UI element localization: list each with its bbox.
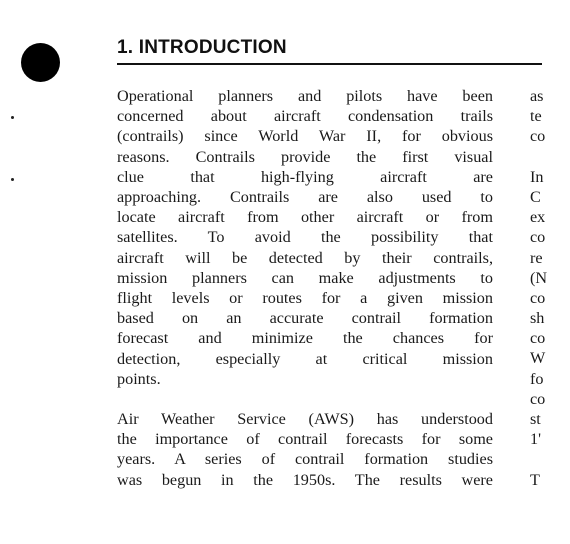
section-heading: 1. INTRODUCTION xyxy=(117,37,287,58)
text-line: reasons. Contrails provide the first visual xyxy=(117,147,493,166)
heading-rule xyxy=(117,63,542,65)
text-line: Operational planners and pilots have been xyxy=(117,87,493,105)
text-fragment: st xyxy=(530,410,541,428)
text-line: (contrails) since World War II, for obvious xyxy=(117,127,493,146)
text-line: satellites. To avoid the possibility that xyxy=(117,228,493,247)
text-fragment: In xyxy=(530,167,544,186)
text-fragment: T xyxy=(530,470,540,489)
scan-speck xyxy=(11,178,14,181)
right-column-cut xyxy=(530,86,570,490)
text-fragment: C xyxy=(530,187,541,206)
left-column xyxy=(117,86,493,510)
text-line: Air Weather Service (AWS) has understood xyxy=(117,410,493,429)
text-fragment: co xyxy=(530,329,546,348)
text-fragment: re xyxy=(530,248,543,267)
text-fragment: co xyxy=(530,228,546,247)
text-line: approaching. Contrails are also used to xyxy=(117,188,493,207)
text-fragment xyxy=(530,147,570,167)
text-fragment: as xyxy=(530,87,544,105)
text-line: the importance of contrail forecasts for some xyxy=(117,430,493,449)
text-fragment: co xyxy=(530,127,546,146)
text-line: mission planners can make adjustments to xyxy=(117,268,493,287)
text-fragment: co xyxy=(530,389,546,408)
text-fragment: fo xyxy=(530,369,544,388)
paragraph-2 xyxy=(117,409,493,490)
paragraph-1 xyxy=(117,86,493,389)
text-fragment: ex xyxy=(530,208,546,227)
text-line: points. xyxy=(117,369,161,388)
text-fragment: 1' xyxy=(530,430,542,449)
text-line: forecast and minimize the chances for xyxy=(117,329,493,348)
text-fragment: sh xyxy=(530,309,545,328)
text-line: was begun in the 1950s. The results were xyxy=(117,470,493,489)
text-line: flight levels or routes for a given mission xyxy=(117,289,493,308)
text-fragment xyxy=(530,449,570,469)
text-line: based on an accurate contrail formation xyxy=(117,309,493,328)
text-fragment: (N xyxy=(530,268,548,287)
text-fragment: co xyxy=(530,288,546,307)
text-line: aircraft will be detected by their contrails, xyxy=(117,248,493,267)
text-line: locate aircraft from other aircraft or from xyxy=(117,208,493,227)
text-line: detection, especially at critical mission xyxy=(117,349,493,368)
text-line: years. A series of contrail formation studies xyxy=(117,450,493,469)
text-fragment: te xyxy=(530,107,542,126)
punch-hole xyxy=(21,43,60,82)
text-line: clue that high-flying aircraft are xyxy=(117,167,493,186)
scan-speck xyxy=(11,116,14,119)
text-line: concerned about aircraft condensation trails xyxy=(117,107,493,126)
text-fragment: W xyxy=(530,349,546,368)
